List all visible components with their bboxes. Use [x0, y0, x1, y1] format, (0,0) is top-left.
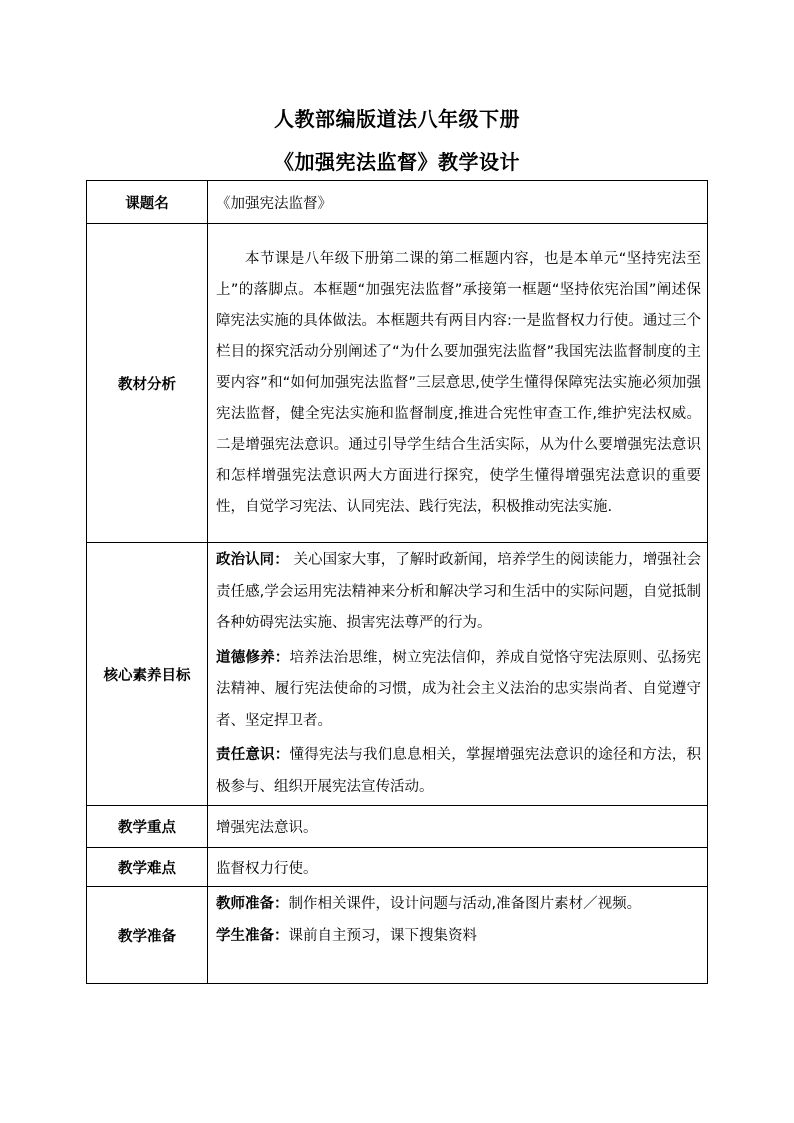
prep-item-student: [216, 921, 701, 953]
goal-text: 培养法治思维，树立宪法信仰，养成自觉恪守宪法原则、弘扬宪法精神、履行宪法使命的习惯，成为社会主义法治的忠实崇尚者、自觉遵守者、坚定捍卫者。: [216, 649, 701, 729]
table-row-analysis: [87, 224, 708, 543]
goal-item-political: [216, 545, 701, 640]
goal-text: 懂得宪法与我们息息相关，掌握增强宪法意识的途径和方法，积极参与、组织开展宪法宣传活动。: [216, 747, 701, 795]
key-point-label: 教学重点: [87, 806, 208, 848]
difficulty-label: 教学难点: [87, 848, 208, 887]
document-subtitle: 《加强宪法监督》教学设计: [274, 150, 520, 174]
preparation-label: 教学准备: [87, 887, 208, 984]
table-row-preparation: [87, 887, 708, 984]
prep-item-teacher: [216, 889, 701, 921]
prep-text: 制作相关课件，设计问题与活动,准备图片素材／视频。: [288, 896, 642, 912]
prep-key: 教师准备：: [216, 896, 289, 912]
key-point-value: 增强宪法意识。: [208, 806, 708, 848]
table-row-topic: [87, 181, 708, 224]
table-row-goals: [87, 543, 708, 806]
topic-value: 《加强宪法监督》: [208, 181, 708, 224]
prep-key: 学生准备：: [216, 927, 289, 944]
analysis-cell: [208, 224, 708, 543]
analysis-text: 本节课是八年级下册第二课的第二框题内容，也是本单元“坚持宪法至上”的落脚点。本框题“加强宪法监督”承接第一框题“坚持依宪治国”阐述保障宪法实施的具体做法。本框题共有两目内容:一是监督权力行使。通过三个栏目的探究活动分别阐述了“为什么要加强宪法监督”我国宪法监督制度的主要内容”和“如何加强宪法监督”三层意思,使学生懂得保障宪法实施必须加强宪法监督，健全宪法实施和监督制度,推进合宪性审查工作,维护宪法权威。二是增强宪法意识。通过引导学生结合生活实际，从为什么要增强宪法意识和怎样增强宪法意识两大方面进行探究，使学生懂得增强宪法意识的重要性，自觉学习宪法、认同宪法、践行宪法，积极推动宪法实施.: [216, 250, 701, 515]
lesson-plan-table: [86, 180, 708, 984]
table-row-key-point: [87, 806, 708, 848]
preparation-cell: [208, 887, 708, 984]
topic-label: 课题名: [87, 181, 208, 224]
goal-key: 责任意识：: [216, 747, 290, 763]
document-title: 人教部编版道法八年级下册: [274, 107, 520, 131]
analysis-label: 教材分析: [87, 224, 208, 543]
difficulty-value: 监督权力行使。: [208, 848, 708, 887]
goal-key: 政治认同：: [216, 552, 289, 568]
goals-label: 核心素养目标: [87, 543, 208, 806]
goal-item-responsibility: [216, 740, 701, 803]
goal-text: 关心国家大事，了解时政新闻，培养学生的阅读能力，增强社会责任感,学会运用宪法精神来分析和解决学习和生活中的实际问题，自觉抵制各种妨碍宪法实施、损害宪法尊严的行为。: [216, 552, 702, 631]
goal-key: 道德修养：: [216, 649, 290, 666]
goal-item-moral: [216, 643, 701, 738]
table-row-difficulty: [87, 848, 708, 887]
prep-text: 课前自主预习，课下搜集资料: [288, 927, 477, 944]
goals-cell: [208, 543, 708, 806]
